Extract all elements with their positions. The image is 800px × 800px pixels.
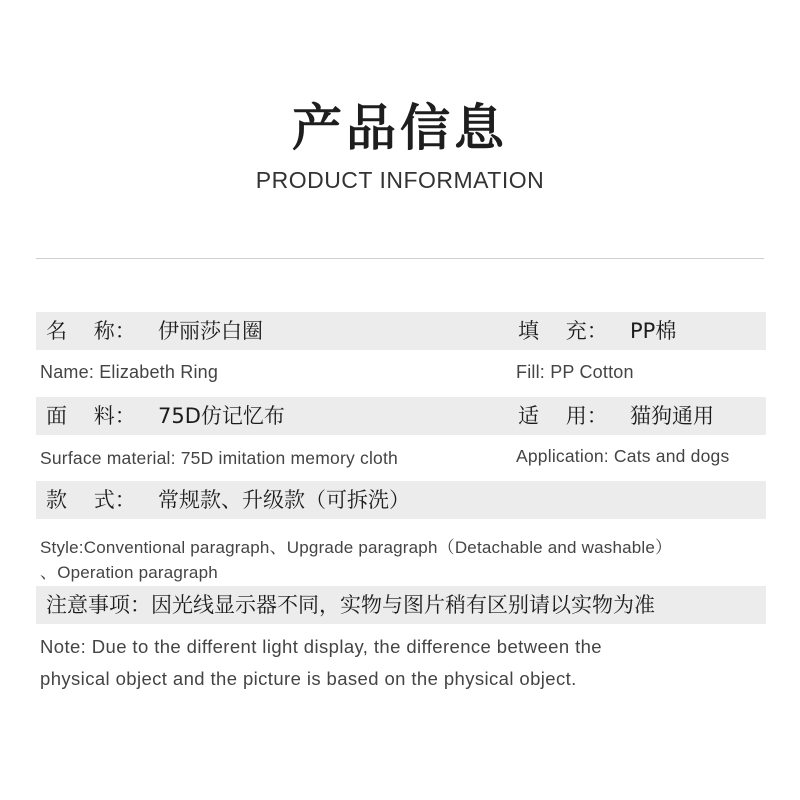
- style-en-line1: Style:Conventional paragraph、Upgrade paragraph（Detachable and washable）: [40, 538, 673, 557]
- divider: [36, 258, 764, 259]
- name-cn-value: 伊丽莎白圈: [158, 319, 263, 343]
- note-cn: 注意事项：因光线显示器不同，实物与图片稍有区别请以实物为准: [46, 593, 655, 617]
- fill-cn-label: 填 充：: [518, 319, 608, 343]
- application-cn: [518, 397, 714, 435]
- application-en: Application: Cats and dogs: [516, 446, 730, 466]
- application-cn-label: 适 用：: [518, 404, 608, 428]
- material-cn-label: 面 料：: [46, 404, 136, 428]
- material-cn: [46, 397, 285, 435]
- material-cn-value: 75D仿记忆布: [158, 404, 285, 428]
- name-cn-label: 名 称：: [46, 319, 136, 343]
- application-cn-value: 猫狗通用: [630, 404, 714, 428]
- name-en: Name: Elizabeth Ring: [40, 362, 219, 382]
- fill-en: Fill: PP Cotton: [516, 362, 634, 382]
- page-title: 产品信息: [292, 99, 508, 157]
- note-en-line1: Note: Due to the different light display, the difference between the: [40, 636, 602, 657]
- style-cn-label: 款 式：: [46, 488, 136, 512]
- page-subtitle: PRODUCT INFORMATION: [255, 167, 545, 193]
- style-cn-value: 常规款、升级款（可拆洗）: [158, 488, 410, 512]
- material-en: Surface material: 75D imitation memory cloth: [40, 448, 398, 468]
- fill-cn-value: PP棉: [630, 319, 677, 343]
- fill-cn: [518, 312, 676, 350]
- style-en-line2: 、Operation paragraph: [40, 563, 218, 582]
- name-cn: [46, 312, 263, 350]
- note-en-line2: physical object and the picture is based on the physical object.: [40, 668, 577, 689]
- style-cn: [46, 481, 410, 519]
